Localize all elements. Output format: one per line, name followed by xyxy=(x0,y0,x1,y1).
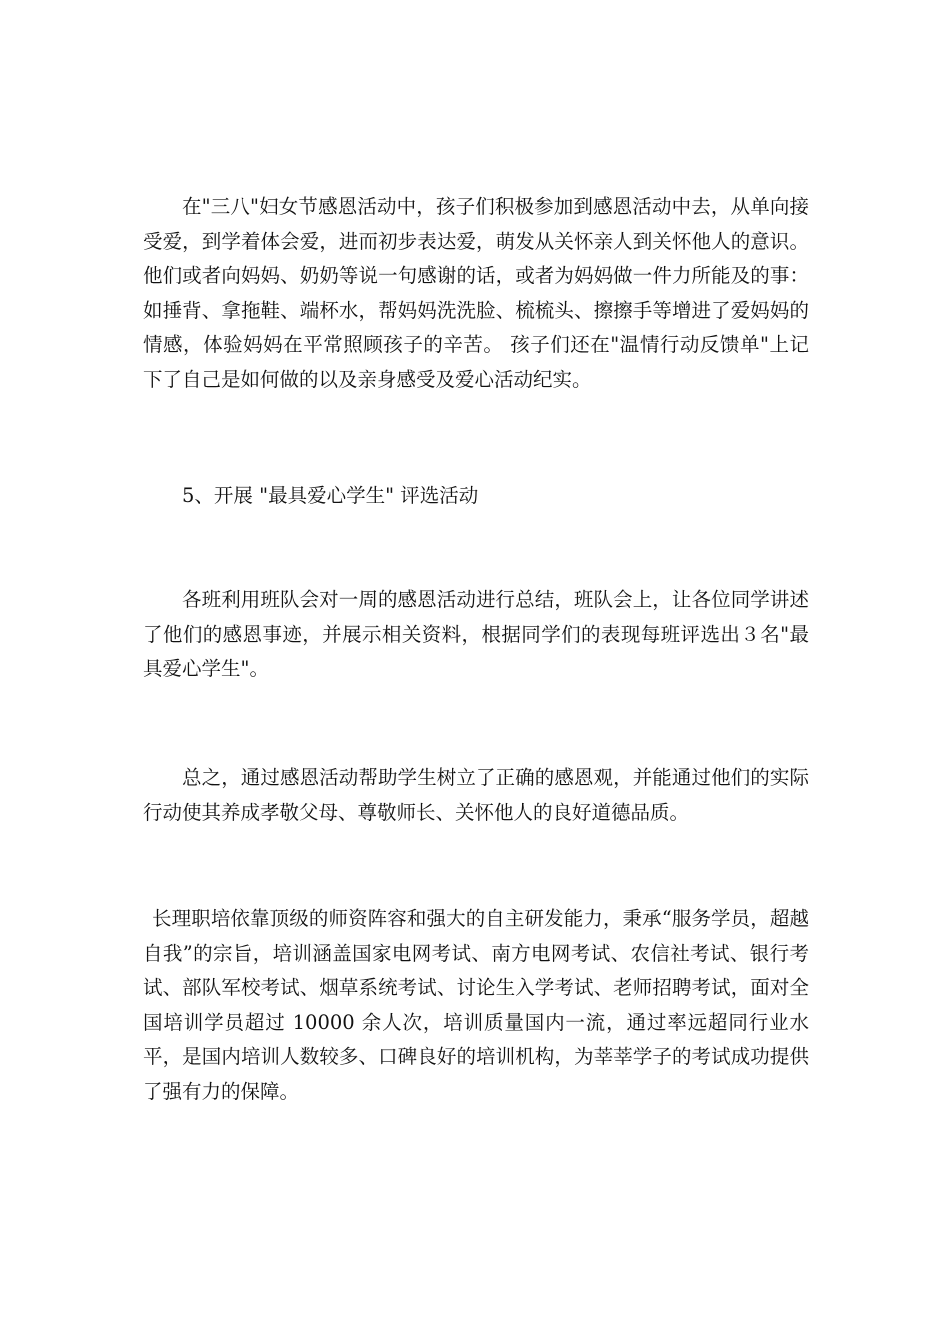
paragraph-womens-day-activity: 在"三八"妇女节感恩活动中，孩子们积极参加到感恩活动中去，从单向接受爱，到学着体会爱，进而初步表达爱，萌发从关怀亲人到关怀他人的意识。他们或者向妈妈、奶奶等说一句感谢的话，或者为妈妈做一件力所能及的事：如捶背、拿拖鞋、端杯水，帮妈妈洗洗脸、梳梳头、擦擦手等增进了爱妈妈的情感，体验妈妈在平常照顾孩子的辛苦。 孩子们还在"温情行动反馈单"上记下了自己是如何做的以及亲身感受及爱心活动纪实。 xyxy=(143,195,809,391)
section-heading-5: 5、开展 "最具爱心学生" 评选活动 xyxy=(182,484,479,507)
paragraph-conclusion: 总之，通过感恩活动帮助学生树立了正确的感恩观，并能通过他们的实际行动使其养成孝敬父母、尊敬师长、关怀他人的良好道德品质。 xyxy=(143,766,809,824)
paragraph-class-meeting-summary: 各班利用班队会对一周的感恩活动进行总结，班队会上，让各位同学讲述了他们的感恩事迹，并展示相关资料，根据同学们的表现每班评选出３名"最具爱心学生"。 xyxy=(143,588,809,680)
paragraph-training-promo: 长理职培依靠顶级的师资阵容和强大的自主研发能力，秉承“服务学员，超越自我”的宗旨，培训涵盖国家电网考试、南方电网考试、农信社考试、银行考试、部队军校考试、烟草系统考试、讨论生入学考试、老师招聘考试，面对全国培训学员超过 10000 余人次，培训质量国内一流，通过率远超同行业水平，是国内培训人数较多、口碑良好的培训机构，为莘莘学子的考试成功提供了强有力的保障。 xyxy=(143,907,809,1103)
